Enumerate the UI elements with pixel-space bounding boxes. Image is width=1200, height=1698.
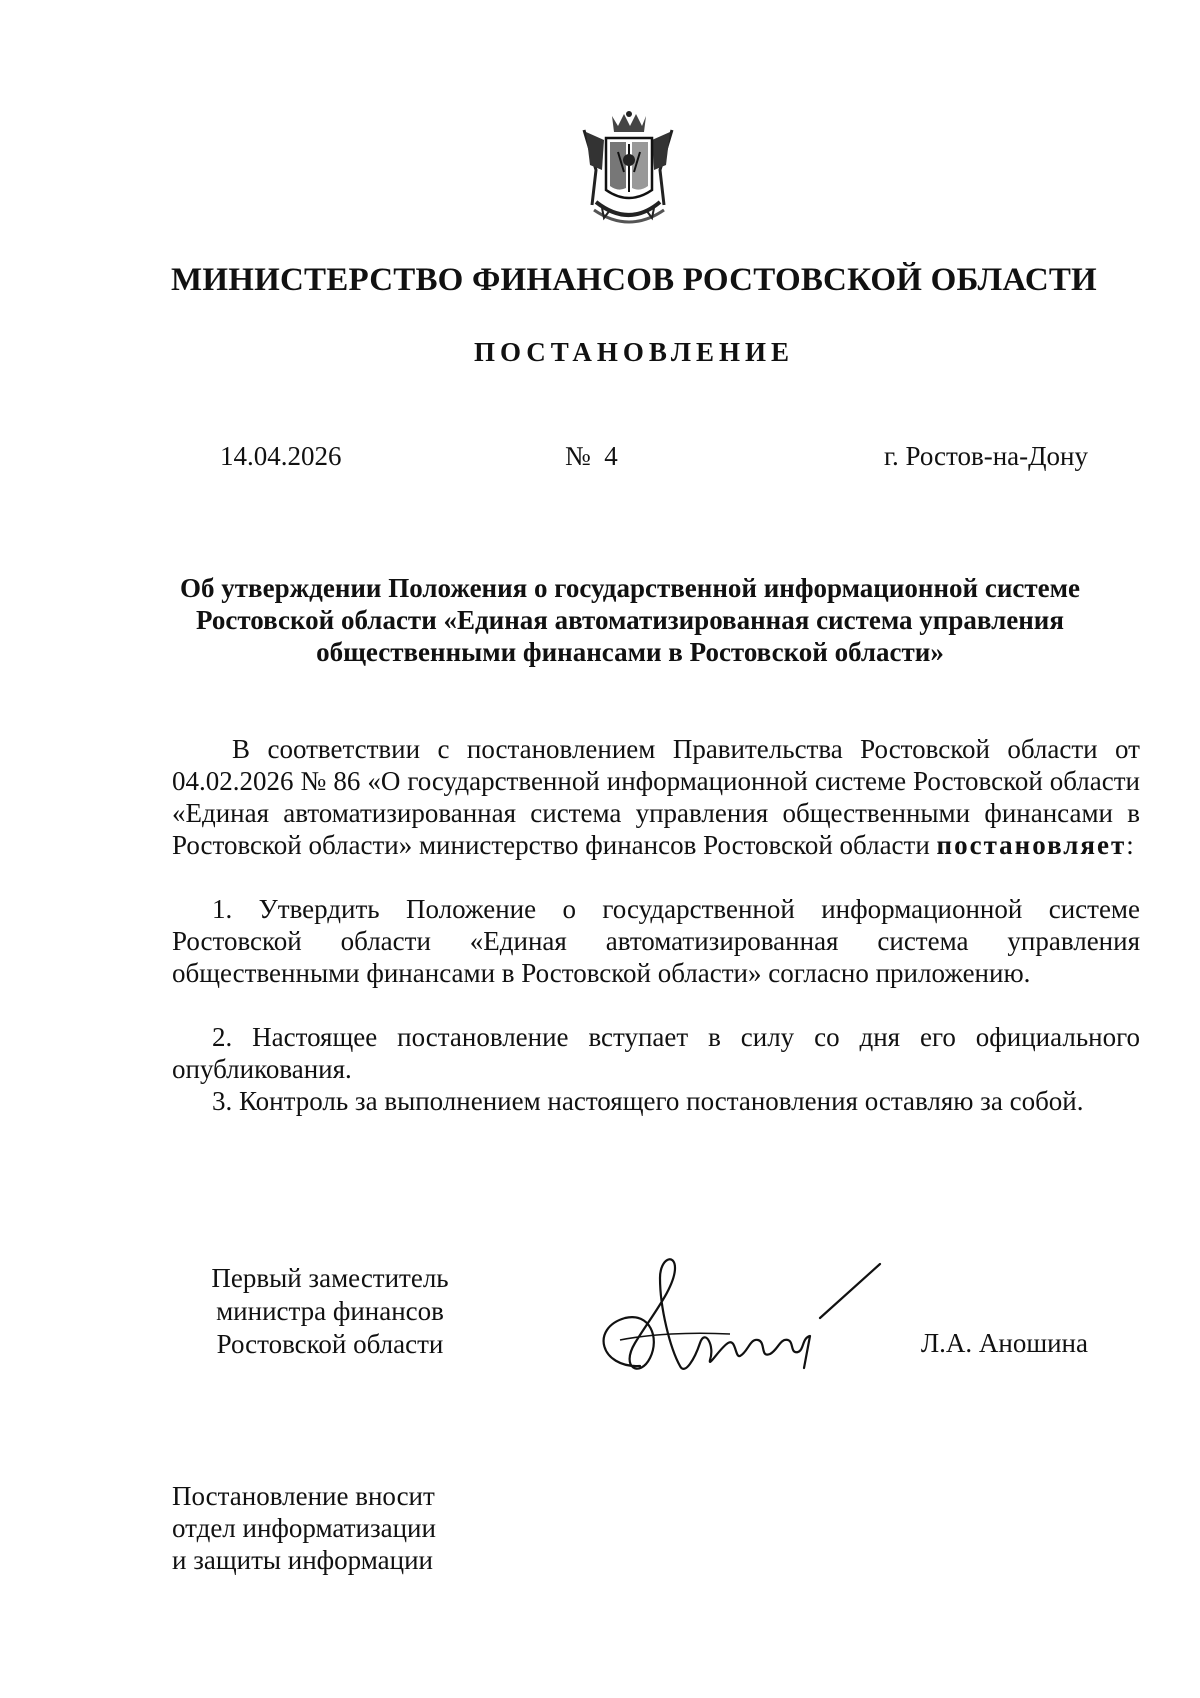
document-date: 14.04.2026 [220,441,342,471]
document-subject: Об утверждении Положения о государственной информационной системе Ростовской области «Единая автоматизированная система управления общественными финансами в Ростовской области» [180,573,1080,667]
resolves-word: постановляет [936,830,1127,860]
list-item: 3. Контроль за выполнением настоящего постановления оставляю за собой. [212,1086,1084,1116]
preamble-paragraph [172,733,1140,861]
signer-position-line: Первый заместитель [211,1263,449,1293]
coat-of-arms-emblem [574,110,682,232]
signer-position-line: Ростовской области [216,1329,444,1359]
footer-line: и защиты информации [172,1545,433,1575]
document-type-heading: ПОСТАНОВЛЕНИЕ [473,337,795,367]
preamble-text: В соответствии с постановлением Правительства Ростовской области от 04.02.2026 № 86 «О государственной информационной системе Ростовской области «Единая автоматизированная система управления общественными финансами в Ростовской области» министерство финансов Ростовской области [172,734,1140,860]
signer-position [170,1262,490,1361]
organization-title: МИНИСТЕРСТВО ФИНАНСОВ РОСТОВСКОЙ ОБЛАСТИ [171,262,1097,298]
list-item: 1. Утвердить Положение о государственной информационной системе Ростовской области «Единая автоматизированная система управления общественными финансами в Ростовской области» согласно приложению. [172,894,1140,988]
footer-note [172,1480,436,1576]
document-city: г. Ростов-на-Дону [883,441,1088,471]
signer-position-line: министра финансов [216,1296,444,1326]
resolves-colon: : [1126,830,1134,860]
signer-name: Л.А. Аношина [920,1328,1088,1358]
footer-line: Постановление вносит [172,1481,435,1511]
list-item: 2. Настоящее постановление вступает в силу со дня его официального опубликования. [172,1022,1140,1084]
handwritten-signature [580,1248,920,1388]
footer-line: отдел информатизации [172,1513,436,1543]
document-number: № 4 [565,441,618,471]
